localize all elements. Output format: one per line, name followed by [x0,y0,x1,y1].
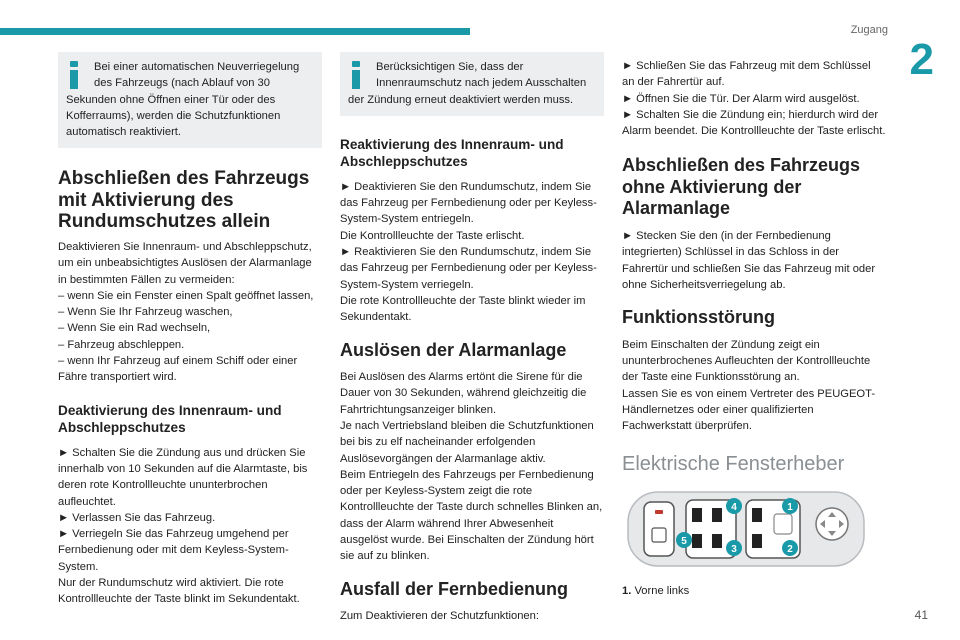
column-1 [58,52,322,608]
info-text: Bei einer automatischen Neuverriegelung des Fahrzeugs (nach Ablauf von 30 Sekunden ohne Öffnen einer Tür oder des Kofferraums), werden die Schutzfunktionen automatisch reaktiviert. [66,61,300,139]
list-item: – wenn Sie ein Fenster einen Spalt geöffnet lassen, [58,289,314,302]
heading-lock-no-alarm: Abschließen des Fahrzeugs ohne Aktivierung der Alarmanlage [622,155,861,219]
list-item: – Wenn Sie ein Rad wechseln, [58,322,211,335]
heading-deactivation: Deaktivierung des Innenraum- und Abschleppschutzes [58,402,282,436]
svg-text:1: 1 [787,501,793,513]
paragraph: Zum Deaktivieren der Schutzfunktionen: [340,610,539,623]
list-item: – Wenn Sie Ihr Fahrzeug waschen, [58,306,233,319]
paragraph: ► Schalten Sie die Zündung aus und drücken Sie innerhalb von 10 Sekunden auf die Alarmtaste, bis deren rote Kontrollleuchte ununterbrochen aufleuchtet. [58,446,308,508]
chapter-number: 2 [909,35,934,84]
paragraph: Je nach Vertriebsland bleiben die Schutzfunktionen bei bis zu elf nacheinander erfolgenden Auslösevorgängen der Alarmanlage aktiv. [340,419,594,465]
svg-text:3: 3 [731,543,737,555]
callout-4 [726,498,742,514]
heading-alarm-trigger: Auslösen der Alarmanlage [340,339,567,360]
paragraph: ► Reaktivieren Sie den Rundumschutz, indem Sie das Fahrzeug per Fernbedienung oder per Keyless-System-System verriegeln. [340,246,597,291]
caption-text: Vorne links [634,584,690,597]
child-lock-led [655,510,663,514]
paragraph: ► Stecken Sie den (in der Fernbedienung integrierten) Schlüssel in das Schloss in der Fahrertür und schließen Sie das Fahrzeug mit oder ohne Sicherheitsverriegelung ab. [622,229,876,291]
header-accent-bar [0,28,470,35]
info-icon [350,61,364,89]
paragraph: Beim Einschalten der Zündung zeigt ein ununterbrochenes Aufleuchten der Kontrollleuchte der Taste eine Funktionsstörung an. [622,338,871,384]
svg-text:5: 5 [681,535,687,547]
info-box-interior [340,52,604,116]
page-number: 41 [914,608,928,622]
svg-text:4: 4 [731,501,737,513]
paragraph: Lassen Sie es von einem Vertreter des PEUGEOT-Händlernetzes oder einer qualifizierten Fachwerkstatt überprüfen. [622,387,876,433]
info-text: Berücksichtigen Sie, dass der Innenraumschutz nach jedem Ausschalten der Zündung erneut deaktiviert werden muss. [348,61,587,106]
window-switch-illustration [626,488,866,570]
callout-5 [676,532,692,548]
paragraph-lock-intro: Deaktivieren Sie Innenraum- und Abschleppschutz, um ein unbeabsichtigtes Auslösen der Alarmanlage in bestimmten Fällen zu vermeiden: [58,240,312,286]
figure-caption [622,583,886,599]
paragraph: Die Kontrollleuchte der Taste erlischt. [340,229,525,242]
paragraph: Die rote Kontrollleuchte der Taste blinkt wieder im Sekundentakt. [340,294,586,324]
callout-2 [782,540,798,556]
info-box-relock [58,52,322,148]
paragraph: ► Schließen Sie das Fahrzeug mit dem Schlüssel an der Fahrertür auf. [622,60,871,89]
list-item: – wenn Ihr Fahrzeug auf einem Schiff oder einer Fähre transportiert wird. [58,355,298,384]
caption-number: 1. [622,584,632,597]
heading-malfunction: Funktionsstörung [622,307,775,328]
paragraph: Bei Auslösen des Alarms ertönt die Sirene für die Dauer von 30 Sekunden, während gleichzeitig die Fahrtrichtungsanzeiger blinken. [340,371,587,416]
paragraph: ► Verriegeln Sie das Fahrzeug umgehend per Fernbedienung oder mit dem Keyless-System-System. [58,528,289,573]
column-2 [340,52,604,624]
callout-1 [782,498,798,514]
paragraph: ► Schalten Sie die Zündung ein; hierdurch wird der Alarm beendet. Die Kontrollleuchte der Taste erlischt. [622,108,886,138]
column-3 [622,58,886,599]
heading-lock-perimeter: Abschließen des Fahrzeugs mit Aktivierung des Rundumschutzes allein [58,168,310,233]
info-icon [68,61,82,89]
paragraph: Nur der Rundumschutz wird aktiviert. Die rote Kontrollleuchte der Taste blinkt im Sekundentakt. [58,577,300,606]
heading-remote-failure: Ausfall der Fernbedienung [340,578,569,599]
paragraph: Beim Entriegeln des Fahrzeugs per Fernbedienung oder per Keyless-System zeigt die rote Kontrollleuchte der Taste durch schnelles Blinken an, dass der Alarm während Ihrer Abwesenheit ausgelöst wurde. Bei Einschalten der Zündung hört sie auf zu blinken. [340,468,603,563]
paragraph: ► Deaktivieren Sie den Rundumschutz, indem Sie das Fahrzeug per Fernbedienung oder per Keyless-System-System entriegeln. [340,180,597,226]
svg-text:2: 2 [787,543,793,555]
heading-reactivation: Reaktivierung des Innenraum- und Abschleppschutzes [340,136,564,170]
callout-3 [726,540,742,556]
list-item: – Fahrzeug abschleppen. [58,338,185,351]
paragraph: ► Verlassen Sie das Fahrzeug. [58,511,216,524]
heading-power-windows: Elektrische Fensterheber [622,453,845,476]
section-label: Zugang [850,24,888,36]
paragraph: ► Öffnen Sie die Tür. Der Alarm wird ausgelöst. [622,92,860,105]
